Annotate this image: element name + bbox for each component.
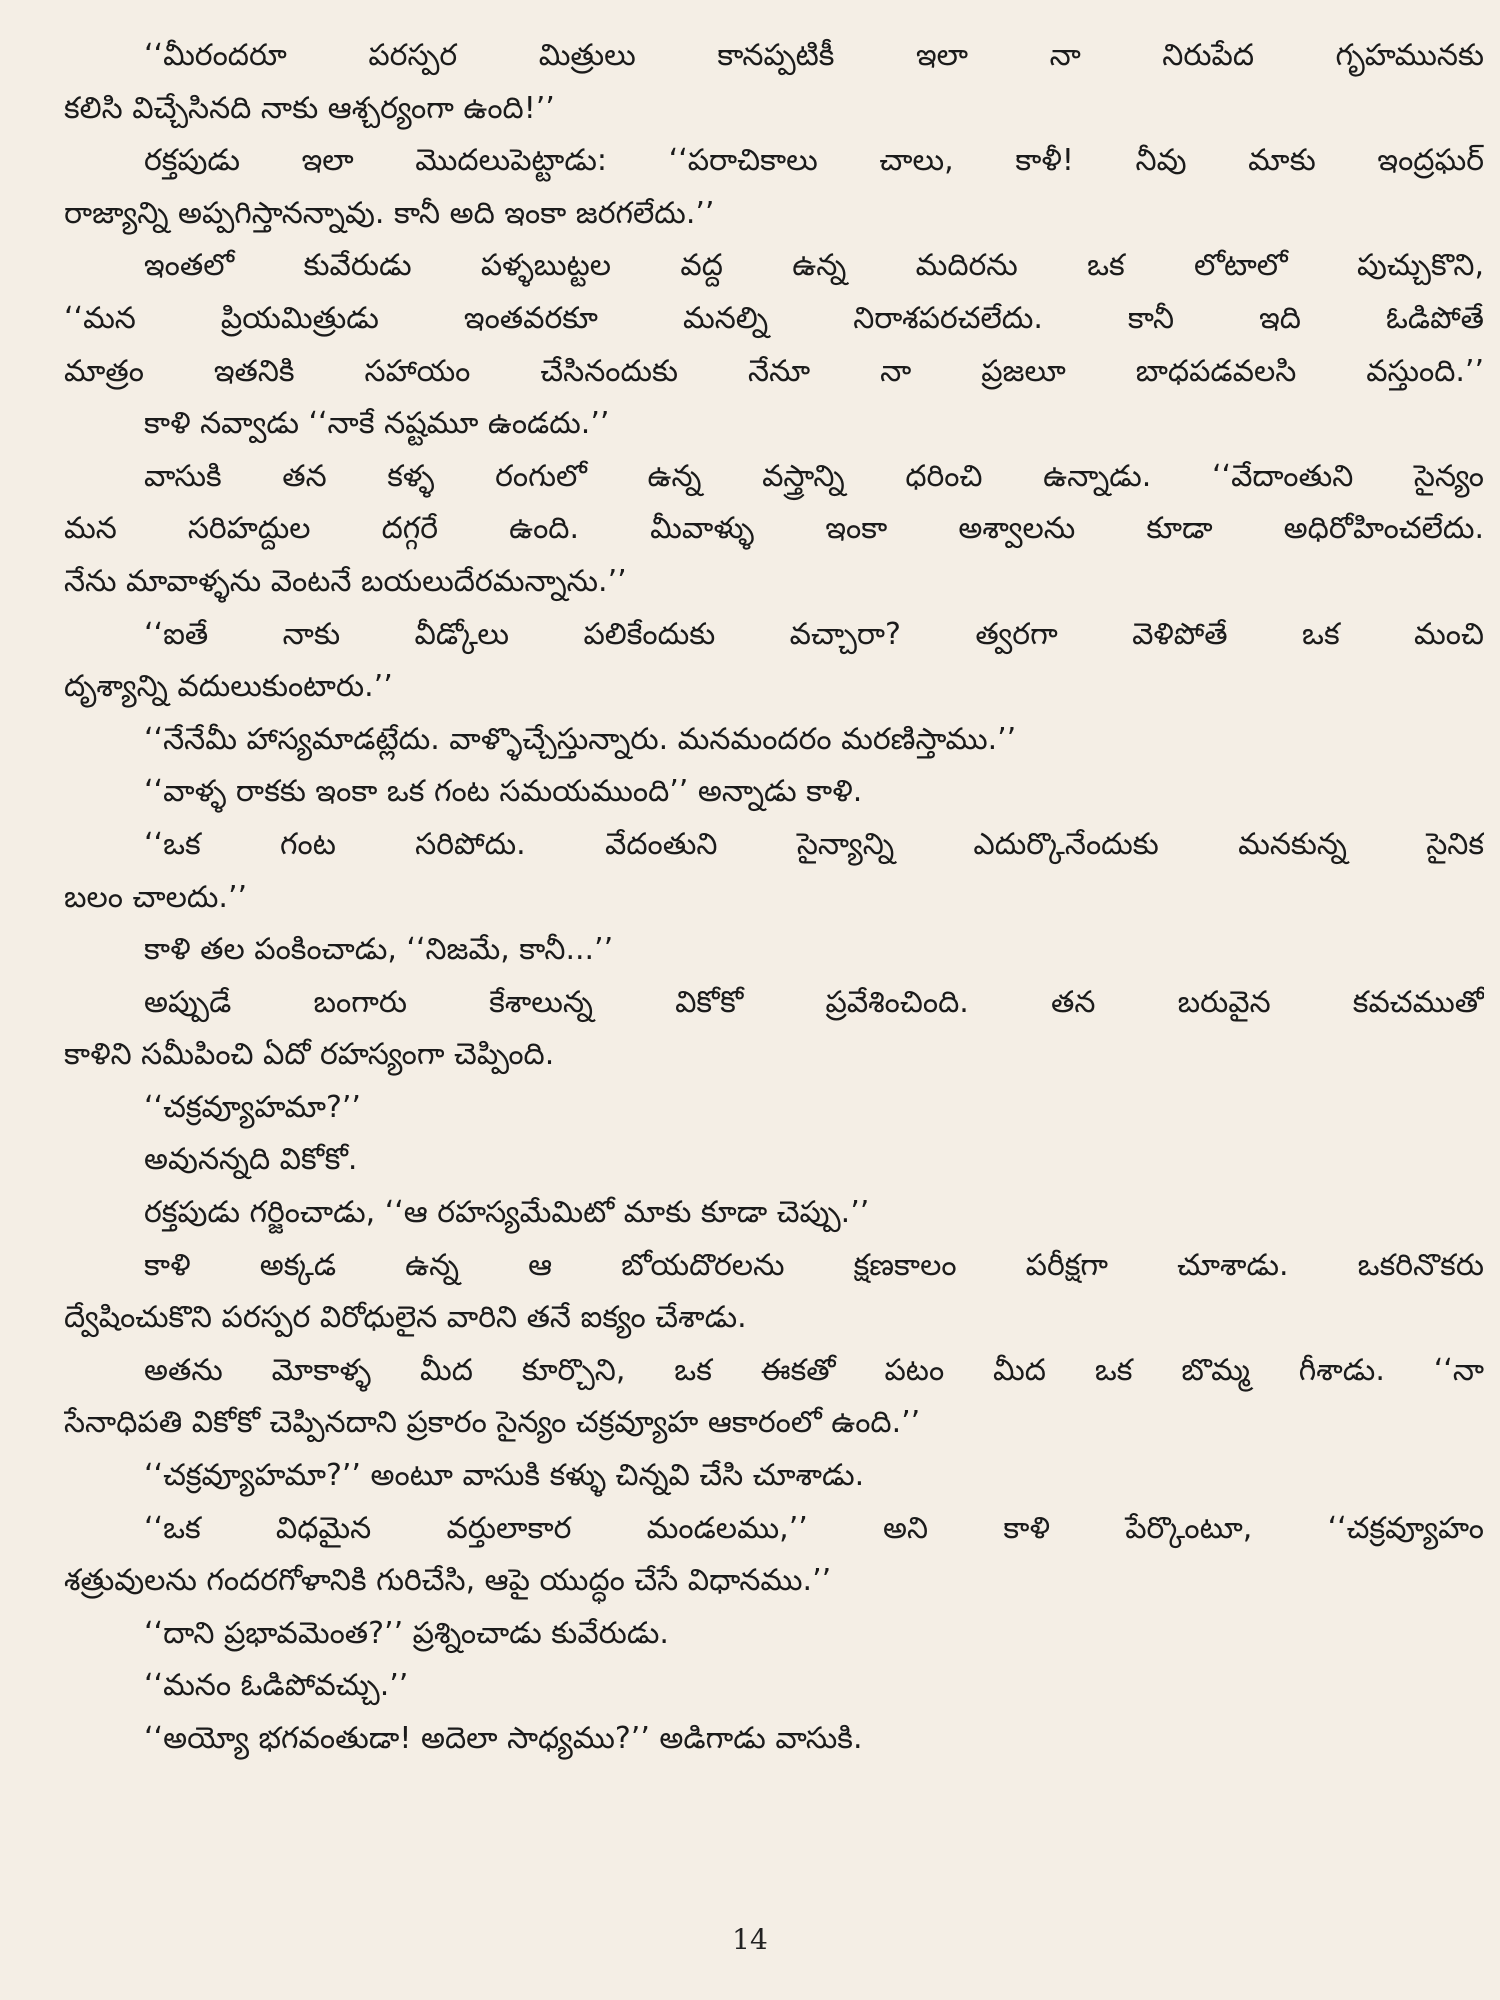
text-line: సేనాధిపతి వికోకో చెప్పినదాని ప్రకారం సైన్యం చక్రవ్యూహ ఆకారంలో ఉంది.’’	[64, 1405, 921, 1441]
text-line: ‘‘ఒక గంట సరిపోదు. వేదంతుని సైన్యాన్ని ఎదుర్కొనేందుకు మనకున్న సైనిక	[144, 826, 1484, 862]
text-line: రక్తపుడు ఇలా మొదలుపెట్టాడు: ‘‘పరాచికాలు చాలు, కాళీ! నీవు మాకు ఇంద్రఘర్	[144, 143, 1484, 179]
text-line: ‘‘చక్రవ్యూహమా?’’ అంటూ వాసుకి కళ్ళు చిన్నవి చేసి చూశాడు.	[144, 1458, 865, 1494]
body-text	[64, 30, 1484, 1766]
text-line: ‘‘వాళ్ళ రాకకు ఇంకా ఒక గంట సమయముంది’’ అన్నాడు కాళి.	[144, 774, 863, 810]
text-line: ఇంతలో కువేరుడు పళ్ళబుట్టల వద్ద ఉన్న మదిరను ఒక లోటాలో పుచ్చుకొని,	[144, 248, 1484, 284]
page-number: 14	[732, 1923, 768, 1956]
text-line: కలిసి విచ్చేసినది నాకు ఆశ్చర్యంగా ఉంది!’’	[64, 90, 555, 126]
text-line: ‘‘ఐతే నాకు వీడ్కోలు పలికేందుకు వచ్చారా? త్వరగా వెళిపోతే ఒక మంచి	[144, 616, 1484, 652]
text-line: అప్పుడే బంగారు కేశాలున్న వికోకో ప్రవేశించింది. తన బరువైన కవచముతో	[144, 984, 1484, 1020]
text-line: వాసుకి తన కళ్ళ రంగులో ఉన్న వస్త్రాన్ని ధరించి ఉన్నాడు. ‘‘వేదాంతుని సైన్యం	[144, 458, 1484, 494]
text-line: రాజ్యాన్ని అప్పగిస్తానన్నావు. కానీ అది ఇంకా జరగలేదు.’’	[64, 195, 715, 231]
text-line: కాళిని సమీపించి ఏదో రహస్యంగా చెప్పింది.	[64, 1037, 555, 1073]
text-line: ‘‘దాని ప్రభావమెంత?’’ ప్రశ్నించాడు కువేరుడు.	[144, 1615, 669, 1651]
text-line: ‘‘మీరందరూ పరస్పర మిత్రులు కానప్పటికీ ఇలా నా నిరుపేద గృహమునకు	[144, 38, 1484, 73]
text-line: అతను మోకాళ్ళ మీద కూర్చొని, ఒక ఈకతో పటం మీద ఒక బొమ్మ గీశాడు. ‘‘నా	[144, 1352, 1484, 1388]
text-line: శత్రువులను గందరగోళానికి గురిచేసి, ఆపై యుద్ధం చేసే విధానము.’’	[64, 1563, 832, 1599]
text-line: మాత్రం ఇతనికి సహాయం చేసినందుకు నేనూ నా ప్రజలూ బాధపడవలసి వస్తుంది.’’	[64, 353, 1484, 389]
text-line: రక్తపుడు గర్జించాడు, ‘‘ఆ రహస్యమేమిటో మాకు కూడా చెప్పు.’’	[144, 1195, 870, 1231]
text-line: ‘‘ఒక విధమైన వర్తులాకార మండలము,’’ అని కాళి పేర్కొంటూ, ‘‘చక్రవ్యూహం	[144, 1510, 1484, 1546]
text-line: బలం చాలదు.’’	[64, 879, 248, 915]
text-line: ‘‘అయ్యో భగవంతుడా! అదెలా సాధ్యము?’’ అడిగాడు వాసుకి.	[144, 1721, 863, 1756]
text-line: మన సరిహద్దుల దగ్గరే ఉంది. మీవాళ్ళు ఇంకా అశ్వాలను కూడా అధిరోహించలేదు.	[64, 511, 1484, 547]
text-line: దృశ్యాన్ని వదులుకుంటారు.’’	[64, 669, 393, 705]
text-line: ‘‘మనం ఓడిపోవచ్చు.’’	[144, 1668, 409, 1704]
text-line: ‘‘చక్రవ్యూహమా?’’	[144, 1089, 361, 1125]
text-line: ద్వేషించుకొని పరస్పర విరోధులైన వారిని తనే ఐక్యం చేశాడు.	[64, 1300, 747, 1336]
text-line: నేను మావాళ్ళను వెంటనే బయలుదేరమన్నాను.’’	[64, 563, 627, 599]
text-line: కాళి అక్కడ ఉన్న ఆ బోయదొరలను క్షణకాలం పరీక్షగా చూశాడు. ఒకరినొకరు	[144, 1247, 1484, 1283]
text-line: ‘‘మన ప్రియమిత్రుడు ఇంతవరకూ మనల్ని నిరాశపరచలేదు. కానీ ఇది ఓడిపోతే	[64, 300, 1484, 336]
text-line: కాళి నవ్వాడు ‘‘నాకే నష్టమూ ఉండదు.’’	[144, 406, 610, 442]
text-line: కాళి తల పంకించాడు, ‘‘నిజమే, కానీ...’’	[144, 932, 614, 968]
text-line: ‘‘నేనేమీ హాస్యమాడట్లేదు. వాళ్ళొచ్చేస్తున్నారు. మనమందరం మరణిస్తాము.’’	[144, 721, 1017, 757]
text-line: అవునన్నది వికోకో.	[144, 1142, 358, 1178]
